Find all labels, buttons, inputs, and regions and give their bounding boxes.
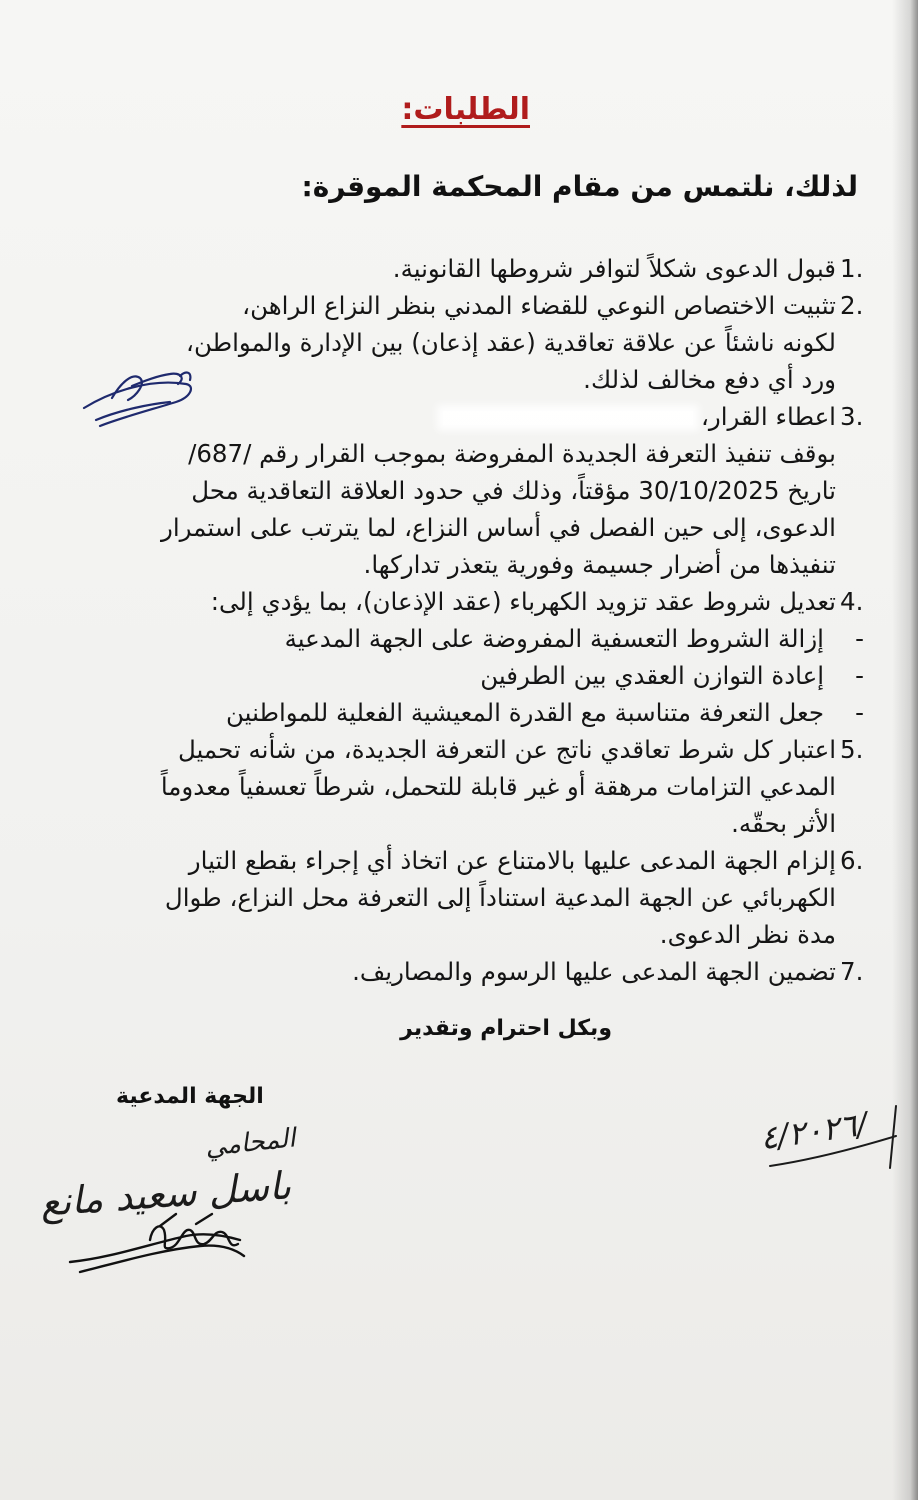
request-number: 3. <box>840 402 864 431</box>
sub-item-text: جعل التعرفة متناسبة مع القدرة المعيشية الفعلية للمواطنين <box>226 698 824 727</box>
request-text: اعطاء القرار <box>708 402 836 431</box>
sub-item-text: إعادة التوازن العقدي بين الطرفين <box>480 661 824 690</box>
request-item-1 <box>108 250 868 287</box>
handwritten-lawyer-name: باسل سعيد مانع <box>38 1163 293 1225</box>
sub-list <box>108 620 864 731</box>
request-text: تعديل شروط عقد تزويد الكهرباء (عقد الإذعان)، بما يؤدي إلى: <box>210 587 836 616</box>
request-item-7 <box>108 953 868 990</box>
redacted-area <box>443 411 693 425</box>
request-item-6 <box>108 842 868 953</box>
request-text: بوقف تنفيذ التعرفة الجديدة المفروضة بموجب القرار رقم /687/ <box>188 439 836 468</box>
page-fold-shadow <box>892 0 918 1500</box>
request-number: 7. <box>840 957 864 986</box>
request-text: اعتبار كل شرط تعاقدي ناتج عن التعرفة الجديدة، من شأنه تحميل <box>177 735 836 764</box>
request-text: الأثر بحقّه. <box>731 809 836 838</box>
requests-heading: الطلبات: <box>401 92 530 127</box>
intro-sentence: لذلك، نلتمس من مقام المحكمة الموقرة: <box>301 170 858 203</box>
handwritten-date: /٤/٢٠٢٦ <box>757 1104 870 1158</box>
request-text-with-redaction: اعطاء القرار، <box>108 398 836 435</box>
request-text: إلزام الجهة المدعى عليها بالامتناع عن اتخاذ أي إجراء بقطع التيار <box>188 846 836 875</box>
dash-marker: - <box>855 698 864 727</box>
dash-marker: - <box>855 624 864 653</box>
request-item-5 <box>108 731 868 842</box>
handwritten-lawyer-title: المحامي <box>203 1123 297 1163</box>
request-item-4 <box>108 583 868 731</box>
request-text: لكونه ناشئاً عن علاقة تعاقدية (عقد إذعان) بين الإدارة والمواطن، <box>186 328 836 357</box>
signature-scribble <box>70 1214 244 1272</box>
request-text: تثبيت الاختصاص النوعي للقضاء المدني بنظر النزاع الراهن، <box>242 291 836 320</box>
sub-item <box>108 620 864 657</box>
request-text: الدعوى، إلى حين الفصل في أساس النزاع، لما يترتب على استمرار <box>161 513 836 542</box>
request-number: 6. <box>840 846 864 875</box>
request-number: 2. <box>840 291 864 320</box>
request-text: المدعي التزامات مرهقة أو غير قابلة للتحمل، شرطاً تعسفياً معدوماً <box>160 772 836 801</box>
dash-marker: - <box>855 661 864 690</box>
requests-list <box>108 250 868 990</box>
sub-item <box>108 657 864 694</box>
closing-salutation: وبكل احترام وتقدير <box>400 1016 612 1041</box>
sub-item <box>108 694 864 731</box>
request-text: تضمين الجهة المدعى عليها الرسوم والمصاريف. <box>352 957 836 986</box>
request-text: مدة نظر الدعوى. <box>659 920 836 949</box>
request-number: 5. <box>840 735 864 764</box>
request-item-3 <box>108 398 868 583</box>
request-text: تنفيذها من أضرار جسيمة وفورية يتعذر تداركها. <box>363 550 836 579</box>
request-text: قبول الدعوى شكلاً لتوافر شروطها القانونية. <box>392 254 836 283</box>
request-number: 1. <box>840 254 864 283</box>
sub-item-text: إزالة الشروط التعسفية المفروضة على الجهة المدعية <box>284 624 824 653</box>
request-text: الكهربائي عن الجهة المدعية استناداً إلى التعرفة محل النزاع، طوال <box>164 883 836 912</box>
request-text: ورد أي دفع مخالف لذلك. <box>583 365 836 394</box>
request-text: تاريخ 30/10/2025 مؤقتاً، وذلك في حدود العلاقة التعاقدية محل <box>191 476 836 505</box>
request-number: 4. <box>840 587 864 616</box>
plaintiff-label: الجهة المدعية <box>116 1084 264 1109</box>
request-item-2 <box>108 287 868 398</box>
